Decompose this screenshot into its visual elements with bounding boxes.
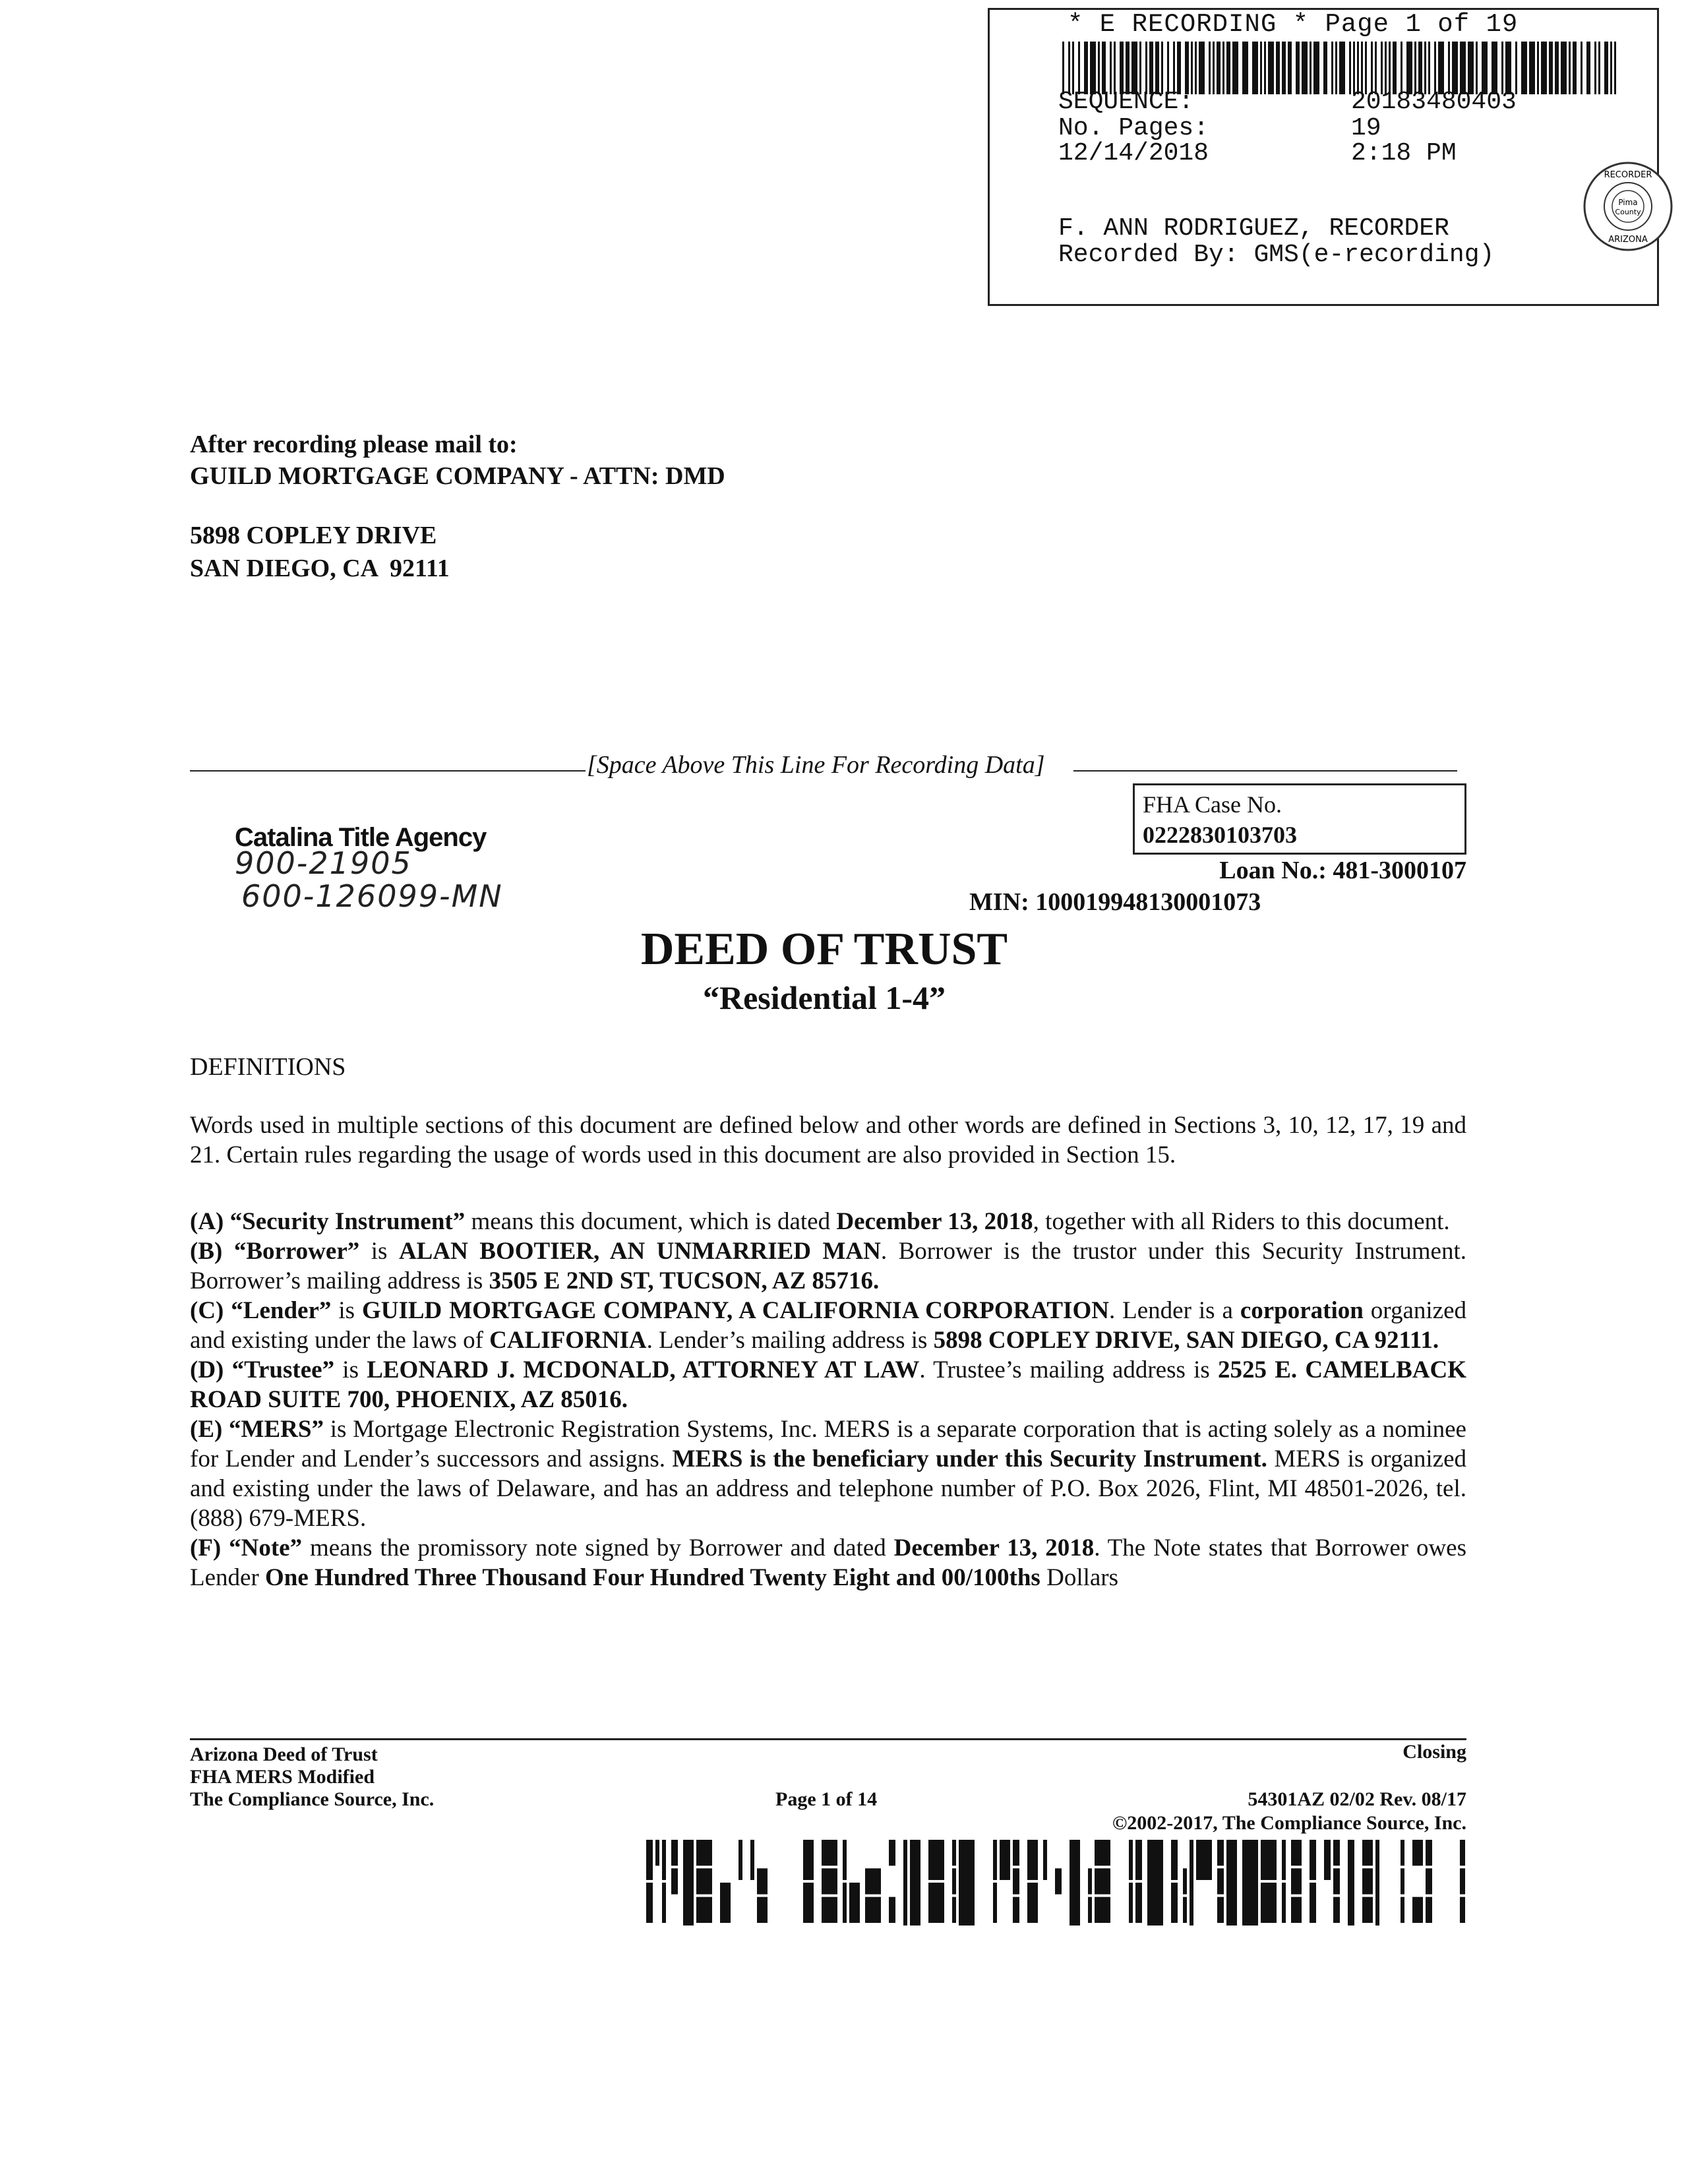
definition-lender: [190, 1296, 1466, 1355]
definition-text: means the promissory note signed by Borrower and dated: [302, 1534, 894, 1562]
definition-text: MERS is organized and existing under the laws of Delaware, and has an address and telephone number of P.O. Box 2026, Flint, MI 48501-2026, tel. (888) 679-MERS.: [190, 1445, 1467, 1532]
term-borrower: (B) “Borrower”: [190, 1238, 360, 1265]
definition-text: . Lender’s mailing address is: [646, 1327, 934, 1354]
definitions-intro: Words used in multiple sections of this document are defined below and other words are defined in Sections 3, 10, 12, 17, 19 and 21. Certain rules regarding the usage of words used in this document are also provided in Section 15.: [190, 1112, 1466, 1168]
min-number: MIN: 100019948130001073: [969, 888, 1261, 916]
lender-name: GUILD MORTGAGE COMPANY, A CALIFORNIA CORPORATION: [361, 1297, 1109, 1324]
note-date: December 13, 2018: [893, 1534, 1095, 1562]
fha-case-label: FHA Case No.: [1143, 791, 1282, 818]
definition-text: is: [331, 1297, 362, 1324]
footer-publisher: The Compliance Source, Inc.: [190, 1788, 435, 1810]
handwritten-order-number: 900-21905: [235, 845, 412, 881]
pages-label: No. Pages:: [1058, 114, 1209, 142]
footer-rule: [190, 1738, 1466, 1740]
mers-beneficiary-statement: MERS is the beneficiary under this Security Instrument.: [672, 1445, 1267, 1472]
term-note: (F) “Note”: [190, 1534, 303, 1562]
svg-text:Pima: Pima: [1618, 198, 1638, 207]
space-above-label: [Space Above This Line For Recording Data]: [587, 751, 1045, 779]
mail-to-street: 5898 COPLEY DRIVE: [190, 522, 437, 549]
sequence-label: SEQUENCE:: [1058, 88, 1194, 116]
recording-barcode: [1062, 42, 1616, 94]
definition-text: . The Note states that Borrower owes Lender: [190, 1534, 1466, 1591]
mail-to-company: GUILD MORTGAGE COMPANY - ATTN: DMD: [190, 462, 725, 490]
recorder-name: F. ANN RODRIGUEZ, RECORDER: [1058, 214, 1449, 243]
footer-copyright: ©2002-2017, The Compliance Source, Inc.: [1112, 1812, 1466, 1834]
title-agency-stamp: Catalina Title Agency: [235, 823, 487, 852]
svg-text:ARIZONA: ARIZONA: [1608, 235, 1648, 245]
definition-text: , together with all Riders to this document.: [1033, 1208, 1450, 1235]
recording-data-separator: [190, 750, 1457, 783]
fha-case-box: [1133, 783, 1466, 855]
term-trustee: (D) “Trustee”: [190, 1356, 335, 1383]
document-barcode: [646, 1840, 1465, 1926]
definition-trustee: [190, 1355, 1466, 1414]
svg-text:County: County: [1615, 208, 1641, 216]
recording-date: 12/14/2018: [1058, 139, 1209, 167]
definitions-list: [190, 1207, 1466, 1592]
lender-state: CALIFORNIA: [489, 1327, 647, 1354]
lender-entity-type: corporation: [1240, 1297, 1364, 1324]
footer-form-number: 54301AZ 02/02 Rev. 08/17: [1248, 1788, 1466, 1810]
definition-text: . Trustee’s mailing address is: [919, 1356, 1219, 1383]
separator-rule-left: [190, 770, 586, 772]
borrower-name: ALAN BOOTIER, AN UNMARRIED MAN: [398, 1238, 881, 1265]
pages-value: 19: [1351, 114, 1381, 142]
definitions-heading: DEFINITIONS: [190, 1053, 346, 1081]
definition-text: is Mortgage Electronic Registration Systems, Inc. MERS is a separate corporation that is acting solely as a nominee for Lender and Lender’s successors and assigns.: [190, 1416, 1466, 1472]
security-instrument-date: December 13, 2018: [836, 1208, 1033, 1235]
definition-text: organized and existing under the laws of: [190, 1297, 1466, 1354]
term-lender: (C) “Lender”: [190, 1297, 332, 1324]
definition-borrower: [190, 1236, 1466, 1296]
handwritten-file-number: 600-126099-MN: [241, 878, 503, 914]
definition-text: . Borrower is the trustor under this Security Instrument. Borrower’s mailing address is: [190, 1238, 1467, 1294]
definition-text: is: [359, 1238, 399, 1265]
note-amount: One Hundred Three Thousand Four Hundred Twenty Eight and 00/100ths: [265, 1564, 1040, 1591]
term-security-instrument: (A) “Security Instrument”: [190, 1208, 466, 1235]
recording-header: * E RECORDING * Page 1 of 19: [1068, 10, 1519, 39]
recorded-by: Recorded By: GMS(e-recording): [1058, 241, 1495, 269]
definition-text: Dollars: [1040, 1564, 1119, 1591]
definition-text: . Lender is a: [1108, 1297, 1240, 1324]
loan-number: Loan No.: 481-3000107: [1219, 857, 1466, 884]
svg-text:RECORDER: RECORDER: [1604, 170, 1652, 180]
county-seal-icon: [1582, 160, 1674, 253]
footer-form-name: Arizona Deed of Trust: [190, 1744, 378, 1765]
document-subtitle: “Residential 1-4”: [702, 979, 946, 1016]
term-mers: (E) “MERS”: [190, 1416, 324, 1443]
definition-note: [190, 1533, 1466, 1592]
definition-security-instrument: [190, 1207, 1466, 1236]
trustee-name: LEONARD J. MCDONALD, ATTORNEY AT LAW: [367, 1356, 920, 1383]
mail-to-heading: After recording please mail to:: [190, 431, 518, 458]
sequence-value: 20183480403: [1351, 88, 1517, 116]
footer-closing: Closing: [1402, 1741, 1466, 1763]
borrower-address: 3505 E 2ND ST, TUCSON, AZ 85716.: [489, 1267, 880, 1294]
document-title: DEED OF TRUST: [640, 924, 1008, 975]
lender-address: 5898 COPLEY DRIVE, SAN DIEGO, CA 92111.: [933, 1327, 1439, 1354]
recording-time: 2:18 PM: [1351, 139, 1457, 167]
footer-page-number: Page 1 of 14: [775, 1788, 878, 1810]
separator-rule-right: [1073, 770, 1457, 772]
footer-form-variant: FHA MERS Modified: [190, 1766, 375, 1788]
trustee-address: 2525 E. CAMELBACK ROAD SUITE 700, PHOENIX, AZ 85016.: [190, 1356, 1466, 1413]
fha-case-number: 0222830103703: [1143, 822, 1297, 848]
recording-stamp: [988, 8, 1659, 306]
mail-to-city: SAN DIEGO, CA 92111: [190, 555, 450, 582]
definition-mers: [190, 1414, 1466, 1533]
definition-text: means this document, which is dated: [465, 1208, 837, 1235]
definition-text: is: [334, 1356, 367, 1383]
